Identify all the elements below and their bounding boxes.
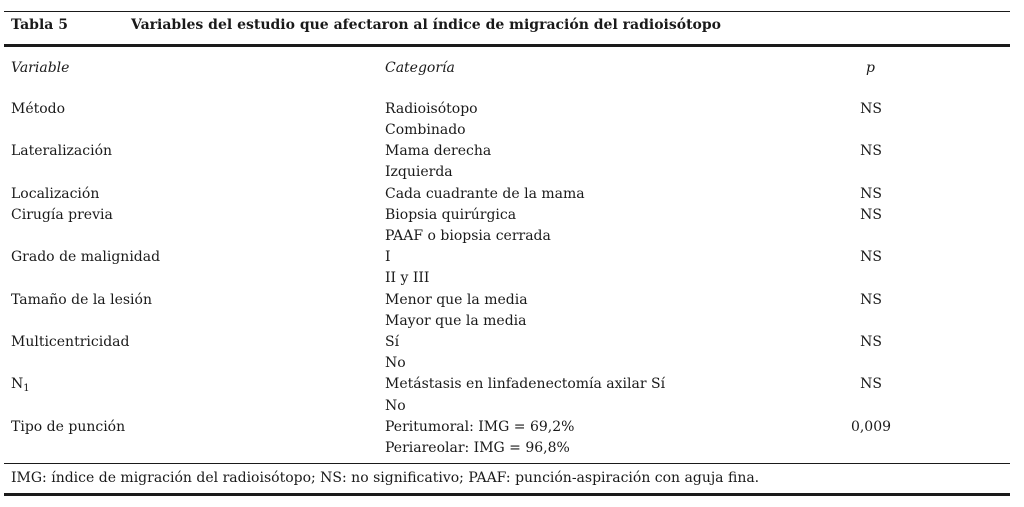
cell-category: Peritumoral: IMG = 69,2% [385, 419, 575, 435]
cell-p: NS [860, 186, 882, 202]
column-header-category: Categoría [385, 60, 455, 76]
cell-category: I [385, 249, 391, 265]
table-row [0, 438, 1024, 459]
cell-variable: Tamaño de la lesión [11, 292, 152, 308]
table-row [0, 226, 1024, 247]
cell-category: Izquierda [385, 164, 453, 180]
cell-variable-subscript: 1 [23, 383, 30, 394]
cell-variable: Multicentricidad [11, 334, 130, 350]
table-row [0, 268, 1024, 289]
cell-variable: Lateralización [11, 143, 113, 159]
cell-category: Metástasis en linfadenectomía axilar Sí [385, 376, 666, 392]
cell-p: NS [860, 143, 882, 159]
cell-p: NS [860, 292, 882, 308]
cell-variable: Localización [11, 186, 100, 202]
rule-bottom [4, 493, 1010, 496]
cell-p: NS [860, 249, 882, 265]
table-row [0, 353, 1024, 374]
cell-category: Cada cuadrante de la mama [385, 186, 585, 202]
cell-variable [11, 374, 30, 396]
cell-variable: Método [11, 101, 66, 117]
rule-top [4, 11, 1010, 12]
cell-variable: Grado de malignidad [11, 249, 161, 265]
cell-category: No [385, 355, 406, 371]
cell-variable-text: N [11, 376, 24, 392]
cell-category: PAAF o biopsia cerrada [385, 228, 551, 244]
table-row [0, 396, 1024, 417]
rule-footer [4, 463, 1010, 464]
table-row [0, 332, 1024, 353]
table-row [0, 417, 1024, 438]
table-number: Tabla 5 [11, 17, 68, 33]
cell-category: Periareolar: IMG = 96,8% [385, 440, 570, 456]
cell-category: II y III [385, 270, 430, 286]
table-row [0, 184, 1024, 205]
table-row [0, 162, 1024, 183]
table-footnote: IMG: índice de migración del radioisótopo; NS: no significativo; PAAF: punción-aspiración con aguja fina. [11, 470, 760, 486]
cell-p: 0,009 [850, 419, 892, 435]
cell-category: Menor que la media [385, 292, 528, 308]
table-row [0, 120, 1024, 141]
cell-category: No [385, 398, 406, 414]
cell-p: NS [860, 334, 882, 350]
cell-category: Sí [385, 334, 400, 350]
cell-p: NS [860, 101, 882, 117]
table-title: Variables del estudio que afectaron al índice de migración del radioisótopo [131, 17, 722, 33]
cell-category: Mayor que la media [385, 313, 527, 329]
cell-category: Mama derecha [385, 143, 492, 159]
cell-variable: Tipo de punción [11, 419, 126, 435]
column-header-variable: Variable [11, 60, 70, 76]
rule-header [4, 44, 1010, 47]
table-row [0, 141, 1024, 162]
cell-p: NS [860, 207, 882, 223]
cell-category: Biopsia quirúrgica [385, 207, 517, 223]
cell-category: Radioisótopo [385, 101, 478, 117]
table-row [0, 99, 1024, 120]
cell-variable: Cirugía previa [11, 207, 113, 223]
table-row [0, 374, 1024, 395]
table-row [0, 205, 1024, 226]
table-row [0, 247, 1024, 268]
cell-p: NS [860, 376, 882, 392]
table-row [0, 290, 1024, 311]
table-row [0, 311, 1024, 332]
column-header-p: p [866, 60, 875, 76]
cell-category: Combinado [385, 122, 466, 138]
